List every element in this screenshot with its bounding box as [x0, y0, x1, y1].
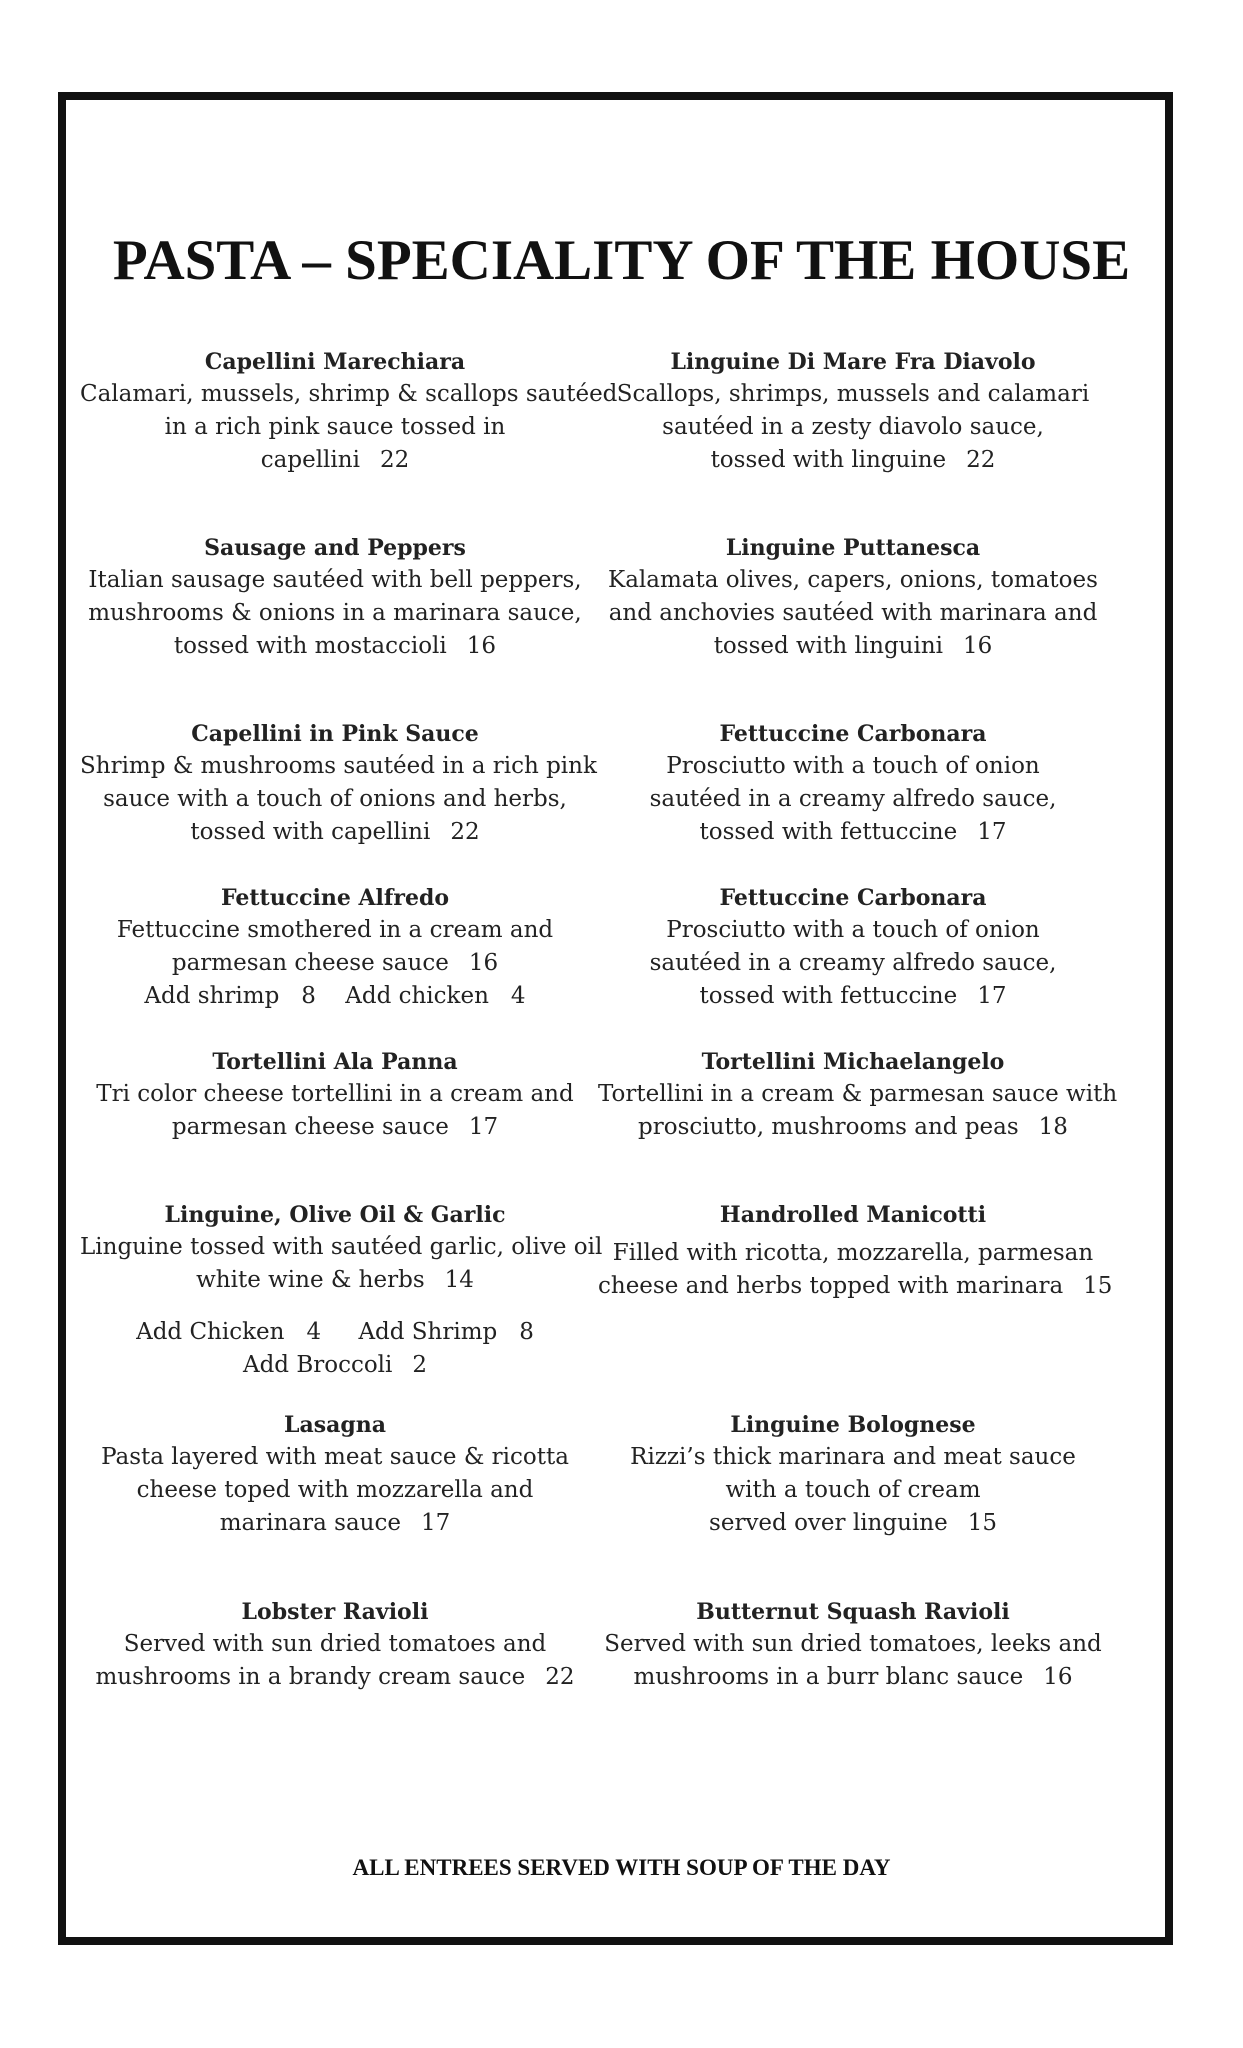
- item-description: Calamari, mussels, shrimp & scallops sautéed: [80, 381, 618, 407]
- item-price: 18: [1038, 1114, 1068, 1140]
- item-price: 16: [963, 633, 993, 659]
- item-description: tossed with mostaccioli: [173, 633, 447, 659]
- item-price: 16: [468, 950, 499, 976]
- item-name: Lobster Ravioli: [241, 1599, 429, 1625]
- item-description: tossed with fettuccine: [699, 983, 958, 1009]
- menu-item-capellini-marechiara: [80, 346, 618, 477]
- item-description: with a touch of cream: [725, 1477, 981, 1503]
- item-description: Pasta layered with meat sauce & ricotta: [101, 1444, 569, 1470]
- addon-label: Add shrimp: [144, 983, 280, 1009]
- addon-label: Add Shrimp: [358, 1319, 498, 1345]
- item-description: Tri color cheese tortellini in a cream and: [96, 1081, 574, 1107]
- item-addons: [80, 1349, 590, 1382]
- item-description: mushrooms & onions in a marinara sauce,: [88, 600, 582, 626]
- item-description: Filled with ricotta, mozzarella, parmesan: [612, 1240, 1094, 1266]
- addon-label: Add Chicken: [136, 1319, 285, 1345]
- item-description: Served with sun dried tomatoes and: [123, 1631, 547, 1657]
- item-description: marinara sauce: [219, 1510, 401, 1536]
- item-price: 22: [379, 447, 410, 473]
- item-description: Prosciutto with a touch of onion: [666, 753, 1040, 779]
- item-name: Sausage and Peppers: [204, 535, 466, 561]
- menu-item-fettuccine-alfredo: [80, 882, 590, 1013]
- item-description: cheese and herbs topped with marinara: [598, 1273, 1064, 1299]
- item-description: parmesan cheese sauce: [171, 950, 449, 976]
- menu-item-butternut-squash-ravioli: [598, 1596, 1108, 1694]
- item-name: Tortellini Ala Panna: [212, 1049, 458, 1075]
- item-description: sautéed in a creamy alfredo sauce,: [649, 950, 1057, 976]
- item-description: Italian sausage sautéed with bell peppers,: [88, 567, 582, 593]
- addon-price: 4: [306, 1319, 322, 1345]
- addon-price: 8: [519, 1319, 534, 1345]
- item-description: Rizzi’s thick marinara and meat sauce: [630, 1444, 1076, 1470]
- item-description: Linguine tossed with sautéed garlic, olive oil: [80, 1234, 603, 1260]
- item-addons: [80, 980, 590, 1013]
- addon-price: 4: [510, 983, 526, 1009]
- item-name: Fettuccine Carbonara: [719, 721, 987, 747]
- menu-item-capellini-pink-sauce: [80, 718, 597, 849]
- item-price: 17: [468, 1114, 499, 1140]
- item-price: 22: [966, 447, 996, 473]
- footer-note: ALL ENTREES SERVED WITH SOUP OF THE DAY: [352, 1855, 891, 1880]
- item-price: 16: [1043, 1664, 1073, 1690]
- item-price: 15: [967, 1510, 997, 1536]
- item-name: Butternut Squash Ravioli: [696, 1599, 1010, 1625]
- item-description: in a rich pink sauce tossed in: [164, 414, 506, 440]
- item-description: cheese toped with mozzarella and: [136, 1477, 534, 1503]
- item-description: mushrooms in a brandy cream sauce: [95, 1664, 526, 1690]
- item-description: Kalamata olives, capers, onions, tomatoes: [608, 567, 1098, 593]
- item-description: and anchovies sautéed with marinara and: [608, 600, 1098, 626]
- item-name: Linguine Puttanesca: [725, 535, 981, 561]
- item-description: white wine & herbs: [196, 1267, 425, 1293]
- item-price: 22: [450, 819, 480, 845]
- item-name: Tortellini Michaelangelo: [701, 1049, 1005, 1075]
- item-price: 17: [977, 819, 1007, 845]
- menu-item-lobster-ravioli: [80, 1596, 590, 1694]
- item-price: 15: [1083, 1273, 1113, 1299]
- menu-item-linguine-puttanesca: [598, 532, 1108, 663]
- item-name: Capellini in Pink Sauce: [191, 721, 479, 747]
- item-price: 16: [466, 633, 497, 659]
- item-name: Linguine, Olive Oil & Garlic: [164, 1202, 506, 1228]
- item-price: 22: [545, 1664, 575, 1690]
- item-name: Handrolled Manicotti: [719, 1202, 987, 1228]
- item-name: Linguine Bolognese: [730, 1412, 976, 1438]
- addon-price: 2: [412, 1352, 428, 1378]
- item-description: tossed with linguini: [713, 633, 944, 659]
- addon-label: Add chicken: [345, 983, 489, 1009]
- menu-item-fettuccine-carbonara: [598, 718, 1108, 849]
- item-name: Fettuccine Alfredo: [220, 885, 450, 911]
- item-addons: [80, 1316, 590, 1349]
- item-description: sautéed in a zesty diavolo sauce,: [662, 414, 1044, 440]
- item-description: capellini: [260, 447, 360, 473]
- item-price: 17: [420, 1510, 451, 1536]
- item-description: parmesan cheese sauce: [171, 1114, 449, 1140]
- item-description: Served with sun dried tomatoes, leeks and: [604, 1631, 1102, 1657]
- item-description: Shrimp & mushrooms sautéed in a rich pink: [80, 753, 597, 779]
- addon-price: 8: [301, 983, 316, 1009]
- item-description: Tortellini in a cream & parmesan sauce with: [598, 1081, 1118, 1107]
- item-price: 17: [977, 983, 1007, 1009]
- item-price: 14: [444, 1267, 474, 1293]
- menu-item-fettuccine-carbonara-2: [598, 882, 1108, 1013]
- item-description: Fettuccine smothered in a cream and: [116, 917, 554, 943]
- item-description: tossed with fettuccine: [699, 819, 958, 845]
- item-name: Lasagna: [284, 1412, 386, 1438]
- item-description: Prosciutto with a touch of onion: [666, 917, 1040, 943]
- menu-item-linguine-di-mare: [598, 346, 1108, 477]
- item-description: sautéed in a creamy alfredo sauce,: [649, 786, 1057, 812]
- item-description: mushrooms in a burr blanc sauce: [633, 1664, 1024, 1690]
- item-name: Fettuccine Carbonara: [719, 885, 987, 911]
- item-description: prosciutto, mushrooms and peas: [638, 1114, 1019, 1140]
- item-name: Linguine Di Mare Fra Diavolo: [670, 349, 1036, 375]
- menu-item-handrolled-manicotti: [598, 1199, 1113, 1303]
- item-description: Scallops, shrimps, mussels and calamari: [616, 381, 1090, 407]
- item-description: tossed with capellini: [190, 819, 431, 845]
- menu-item-tortellini-michaelangelo: [598, 1046, 1118, 1144]
- menu-item-linguine-olive-oil-garlic: [80, 1199, 603, 1382]
- menu-item-sausage-and-peppers: [80, 532, 590, 663]
- item-description: served over linguine: [709, 1510, 948, 1536]
- addon-label: Add Broccoli: [242, 1352, 393, 1378]
- item-description: sauce with a touch of onions and herbs,: [103, 786, 567, 812]
- item-name: Capellini Marechiara: [204, 349, 466, 375]
- menu-item-linguine-bolognese: [598, 1409, 1108, 1540]
- menu-item-tortellini-ala-panna: [80, 1046, 590, 1144]
- menu-item-lasagna: [80, 1409, 590, 1540]
- item-description: tossed with linguine: [710, 447, 947, 473]
- page-title: PASTA – SPECIALITY OF THE HOUSE: [112, 229, 1131, 292]
